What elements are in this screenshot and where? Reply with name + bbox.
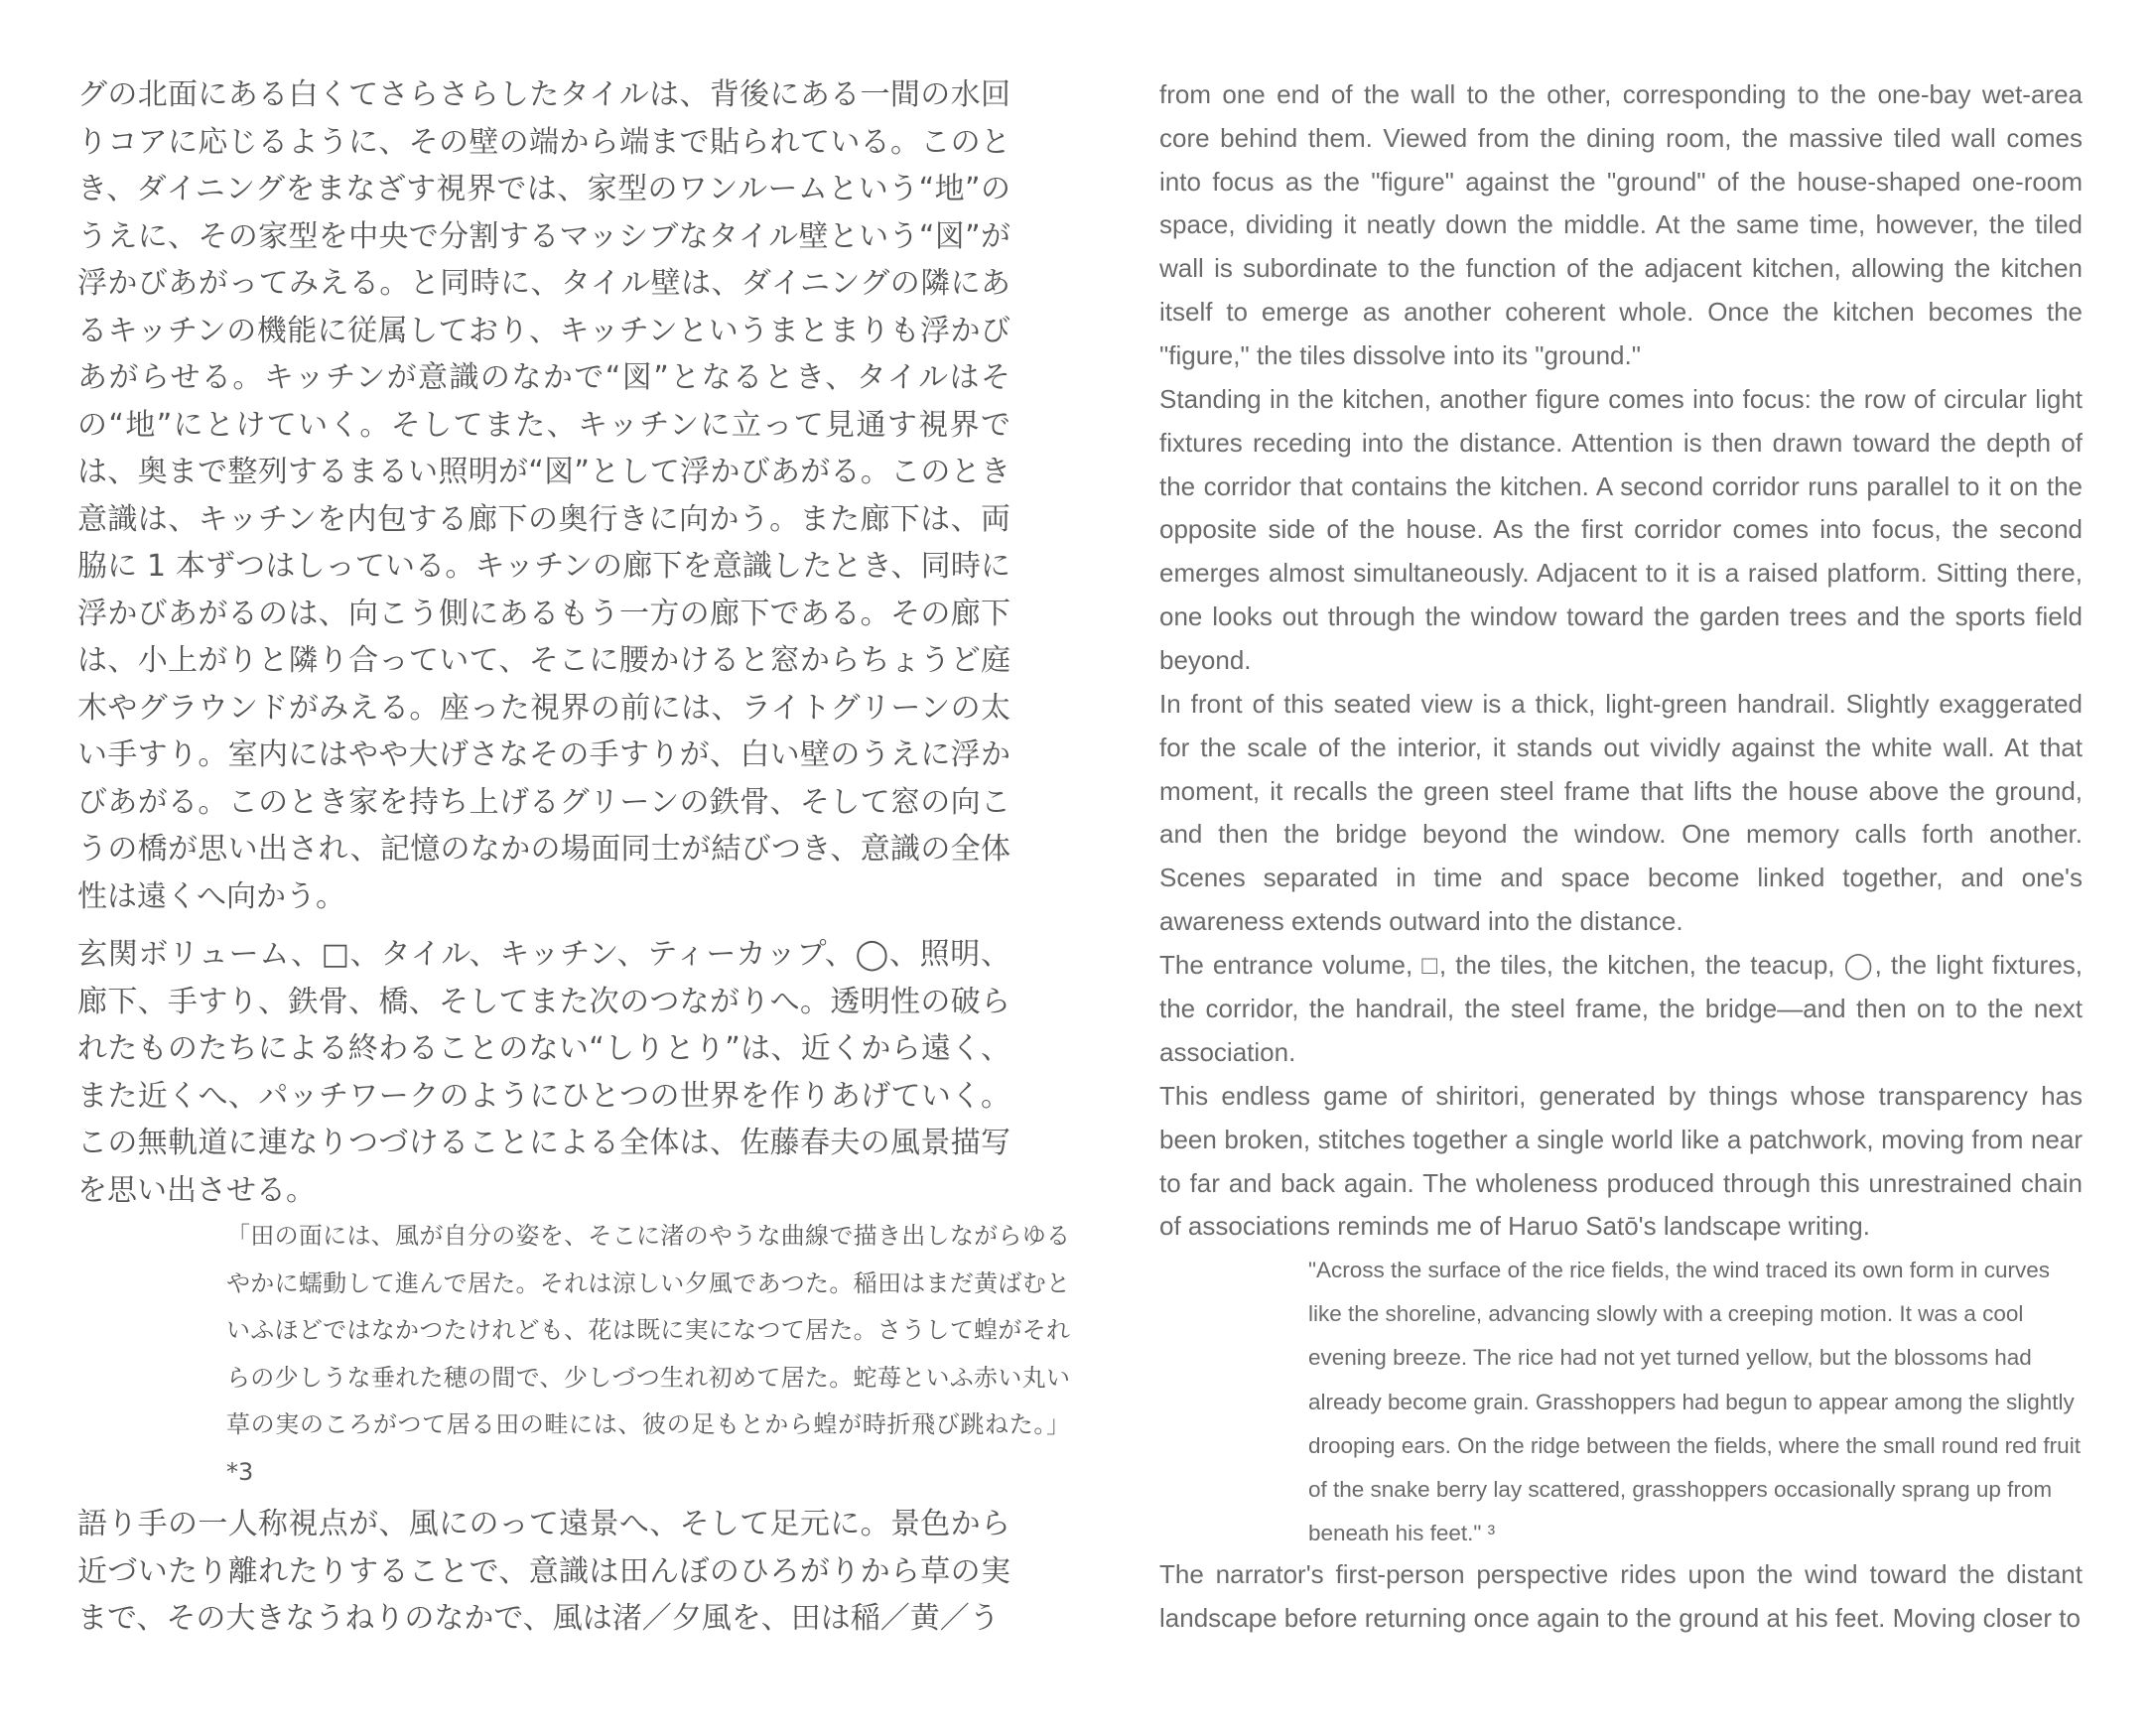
english-paragraph-3: In front of this seated view is a thick, light-green handrail. Slightly exaggerated for the scale of the interior, it stands out vividly against the white wall. At that moment, it recalls the green steel frame that lifts the house above the ground, and then the bridge beyond the window. One memory calls forth another. Scenes separated in time and space become linked together, and one's awareness extends outward into the distance. xyxy=(1159,689,2083,936)
english-paragraph-5: This endless game of shiritori, generated by things whose transparency has been broken, stitches together a single world like a patchwork, moving from near to far and back again. The wholeness produced through this unrestrained chain of associations reminds me of Haruo Satō's landscape writing. xyxy=(1159,1081,2083,1242)
japanese-paragraph-3: 語り手の一人称視点が、風にのって遠景へ、そして足元に。景色から近づいたり離れたりすることで、意識は田んぼのひろがりから草の実まで、その大きなうねりのなかで、風は渚／夕風を、田は稲／黄／う xyxy=(77,1507,1010,1636)
english-paragraph-2: Standing in the kitchen, another figure comes into focus: the row of circular light fixtures receding into the distance. Attention is then drawn toward the depth of the corridor that contains the kitchen. A second corridor runs parallel to it on the opposite side of the house. As the first corridor comes into focus, the second emerges almost simultaneously. Adjacent to it is a raised platform. Sitting there, one looks out through the window toward the garden trees and the sports field beyond. xyxy=(1159,384,2083,675)
english-paragraph-4: The entrance volume, □, the tiles, the kitchen, the teacup, ◯, the light fixtures, the corridor, the handrail, the steel frame, the bridge—and then on to the next association. xyxy=(1159,950,2083,1067)
english-paragraph-1: from one end of the wall to the other, corresponding to the one-bay wet-area core behind them. Viewed from the dining room, the massive tiled wall comes into focus as the "figure" against the "ground" of the house-shaped one-room space, dividing it neatly down the middle. At the same time, however, the tiled wall is subordinate to the function of the adjacent kitchen, allowing the kitchen itself to emerge as another coherent whole. Once the kitchen becomes the "figure," the tiles dissolve into its "ground." xyxy=(1159,79,2083,370)
japanese-paragraph-1: グの北面にある白くてさらさらしたタイルは、背後にある一間の水回りコアに応じるように、その壁の端から端まで貼られている。このとき、ダイニングをまなざす視界では、家型のワンルームという“地”のうえに、その家型を中央で分割するマッシブなタイル壁という“図”が浮かびあがってみえる。と同時に、タイル壁は、ダイニングの隣にあるキッチンの機能に従属しており、キッチンというまとまりも浮かびあがらせる。キッチンが意識のなかで“図”となるとき、タイルはその“地”にとけていく。そしてまた、キッチンに立って見通す視界では、奥まで整列するまるい照明が“図”として浮かびあがる。このとき意識は、キッチンを内包する廊下の奥行きに向かう。また廊下は、両脇に 1 本ずつはしっている。キッチンの廊下を意識したとき、同時に浮かびあがるのは、向こう側にあるもう一方の廊下である。その廊下は、小上がりと隣り合っていて、そこに腰かけると窓からちょうど庭木やグラウンドがみえる。座った視界の前には、ライトグリーンの太い手すり。室内にはやや大げさなその手すりが、白い壁のうえに浮かびあがる。このとき家を持ち上げるグリーンの鉄骨、そして窓の向こうの橋が思い出され、記憶のなかの場面同士が結びつき、意識の全体性は遠くへ向かう。 xyxy=(77,77,1010,914)
japanese-paragraph-2: 玄関ボリューム、□、タイル、キッチン、ティーカップ、◯、照明、廊下、手すり、鉄骨、橋、そしてまた次のつながりへ。透明性の破られたものたちによる終わることのない“しりとり”は、近くから遠く、また近くへ、パッチワークのようにひとつの世界を作りあげていく。この無軌道に連なりつづけることによる全体は、佐藤春夫の風景描写を思い出させる。 xyxy=(77,937,1010,1208)
english-paragraph-6: The narrator's first-person perspective rides upon the wind toward the distant landscape before returning once again to the ground at his feet. Moving closer to xyxy=(1159,1559,2083,1633)
japanese-quote: 「田の面には、風が自分の姿を、そこに渚のやうな曲線で描き出しながらゆるやかに蠕動して進んで居た。それは涼しい夕風であつた。稲田はまだ黄ばむといふほどではなかつたけれども、花は既に実になつて居た。さうして蝗がそれらの少しうな垂れた穂の間で、少しづつ生れ初めて居た。蛇苺といふ赤い丸い草の実のころがつて居る田の畦には、彼の足もとから蝗が時折飛び跳ねた。」*3 xyxy=(226,1222,1070,1486)
english-quote: "Across the surface of the rice fields, the wind traced its own form in curves like the shoreline, advancing slowly with a creeping motion. It was a cool evening breeze. The rice had not yet turned yellow, but the blossoms had already become grain. Grasshoppers had begun to appear among the slightly drooping ears. On the ridge between the fields, where the small round red fruit of the snake berry lay scattered, grasshoppers occasionally sprang up from beneath his feet." ³ xyxy=(1308,1258,2081,1546)
